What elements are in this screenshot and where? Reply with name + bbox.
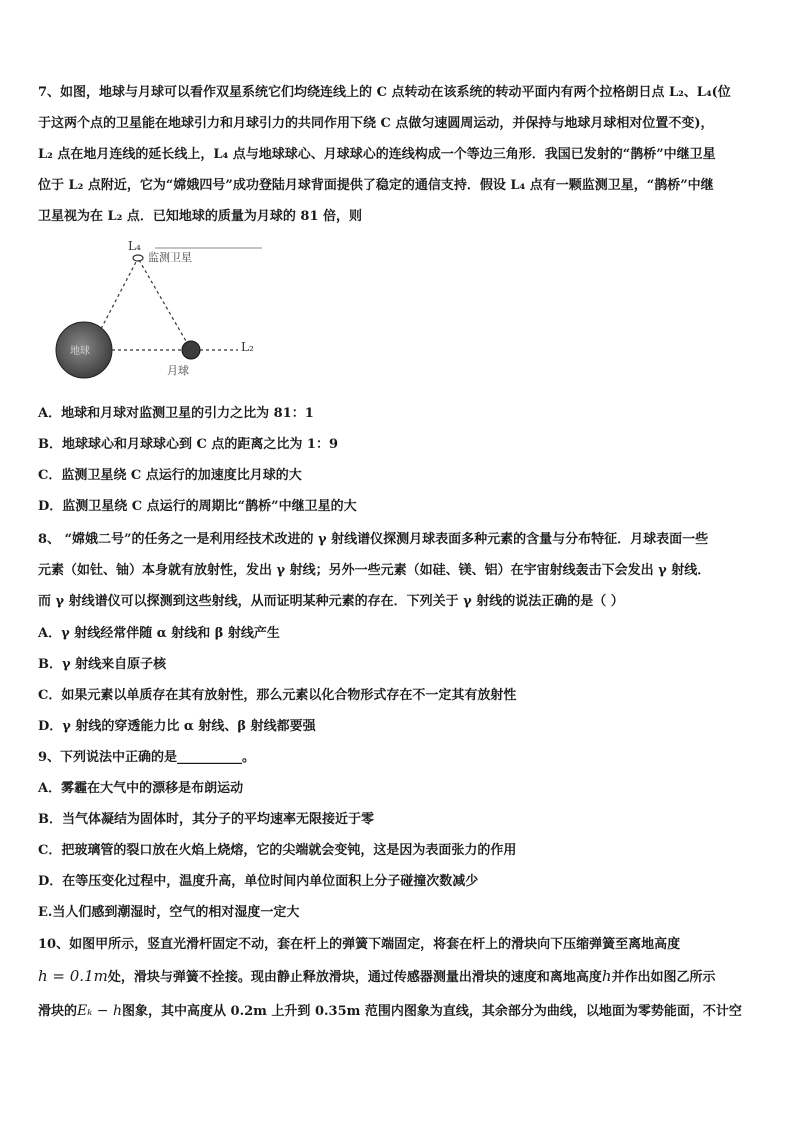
q8-line-1: 8、 “嫦娥二号”的任务之一是利用经技术改进的 γ 射线谱仪探测月球表面多种元素的含量与分布特征．月球表面一些 [38,532,709,547]
q10-line-2-tail: 并作出如图乙所示 [611,970,716,985]
q8-option-d: D．γ 射线的穿透能力比 α 射线、β 射线都要强 [38,719,316,734]
q9-option-a: A．雾霾在大气中的漂移是布朗运动 [38,781,244,796]
q10-height-formula: h = 0.1m [38,967,108,985]
earth-label: 地球 [70,346,90,357]
q8-option-a: A．γ 射线经常伴随 α 射线和 β 射线产生 [38,626,280,641]
q8-line-3: 而 γ 射线谱仪可以探测到这些射线，从而证明某种元素的存在．下列关于 γ 射线的说法正确的是（ ） [38,594,624,609]
q9-stem: 9、下列说法中正确的是__________。 [38,750,256,765]
q10-line-1: 10、如图甲所示，竖直光滑杆固定不动，套在杆上的弹簧下端固定，将套在杆上的滑块向下压缩弹簧至离地高度 [38,937,681,952]
q8-option-b: B．γ 射线来自原子核 [38,657,167,672]
q7-option-a: A．地球和月球对监测卫星的引力之比为 81：1 [38,406,314,421]
q7-line-3: L₂ 点在地月连线的延长线上，L₄ 点与地球球心、月球球心的连线构成一个等边三角形．我国已发射的“鹊桥”中继卫星 [38,147,716,162]
q8-line-2: 元素（如钍、铀）本身就有放射性，发出 γ 射线；另外一些元素（如硅、镁、铝）在宇宙射线轰击下会发出 γ 射线． [38,563,711,578]
satellite-icon [133,255,143,261]
q9-option-d: D．在等压变化过程中，温度升高，单位时间内单位面积上分子碰撞次数减少 [38,874,479,889]
q7-option-b: B．地球球心和月球球心到 C 点的距离之比为 1：9 [38,437,339,452]
q10-line-2-text: 处，滑块与弹簧不拴接。现由静止释放滑块，通过传感器测量出滑块的速度和离地高度 [107,970,602,985]
q10-line-3 [38,1002,768,1021]
q9-option-e: E.当人们感到潮湿时，空气的相对湿度一定大 [38,905,300,920]
q7-line-5: 卫星视为在 L₂ 点．已知地球的质量为月球的 81 倍，则 [38,209,363,224]
q9-option-b: B．当气体凝结为固体时，其分子的平均速率无限接近于零 [38,812,374,827]
q10-height-variable: h [601,967,612,985]
l4-label: L₄ [128,239,141,253]
q7-option-c: C．监测卫星绕 C 点运行的加速度比月球的大 [38,468,302,483]
q10-line-3-text: 图象，其中高度从 0.2m 上升到 0.35m 范围内图象为直线，其余部分为曲线，以地面为零势能面，不计空 [122,1004,742,1019]
q8-option-c: C．如果元素以单质存在其有放射性，那么元素以化合物形式存在不一定其有放射性 [38,688,517,703]
q10-ek-h-formula: Eₖ − h [77,1003,122,1019]
satellite-label: 监测卫星 [148,251,192,264]
q10-line-3-head: 滑块的 [38,1004,78,1019]
moon-label: 月球 [167,364,189,377]
q7-option-d: D．监测卫星绕 C 点运行的周期比“鹊桥”中继卫星的大 [38,499,357,514]
moon-icon [182,341,200,359]
q7-line-1: 7、如图，地球与月球可以看作双星系统它们均绕连线上的 C 点转动在该系统的转动平面内有两个拉格朗日点 L₂、L₄(位 [38,85,731,100]
earth-moon-lagrange-figure [50,238,280,380]
q9-option-c: C．把玻璃管的裂口放在火焰上烧熔，它的尖端就会变钝，这是因为表面张力的作用 [38,843,517,858]
q10-line-2 [38,967,768,987]
l4-moon-dashed-line [139,260,190,348]
l2-label: L₂ [241,340,254,354]
q7-line-2: 于这两个点的卫星能在地球引力和月球引力的共同作用下绕 C 点做匀速圆周运动，并保持与地球月球相对位置不变)， [38,116,714,131]
q7-line-4: 位于 L₂ 点附近，它为“嫦娥四号”成功登陆月球背面提供了稳定的通信支持．假设 L₄ 点有一颗监测卫星，“鹊桥”中继 [38,178,714,193]
